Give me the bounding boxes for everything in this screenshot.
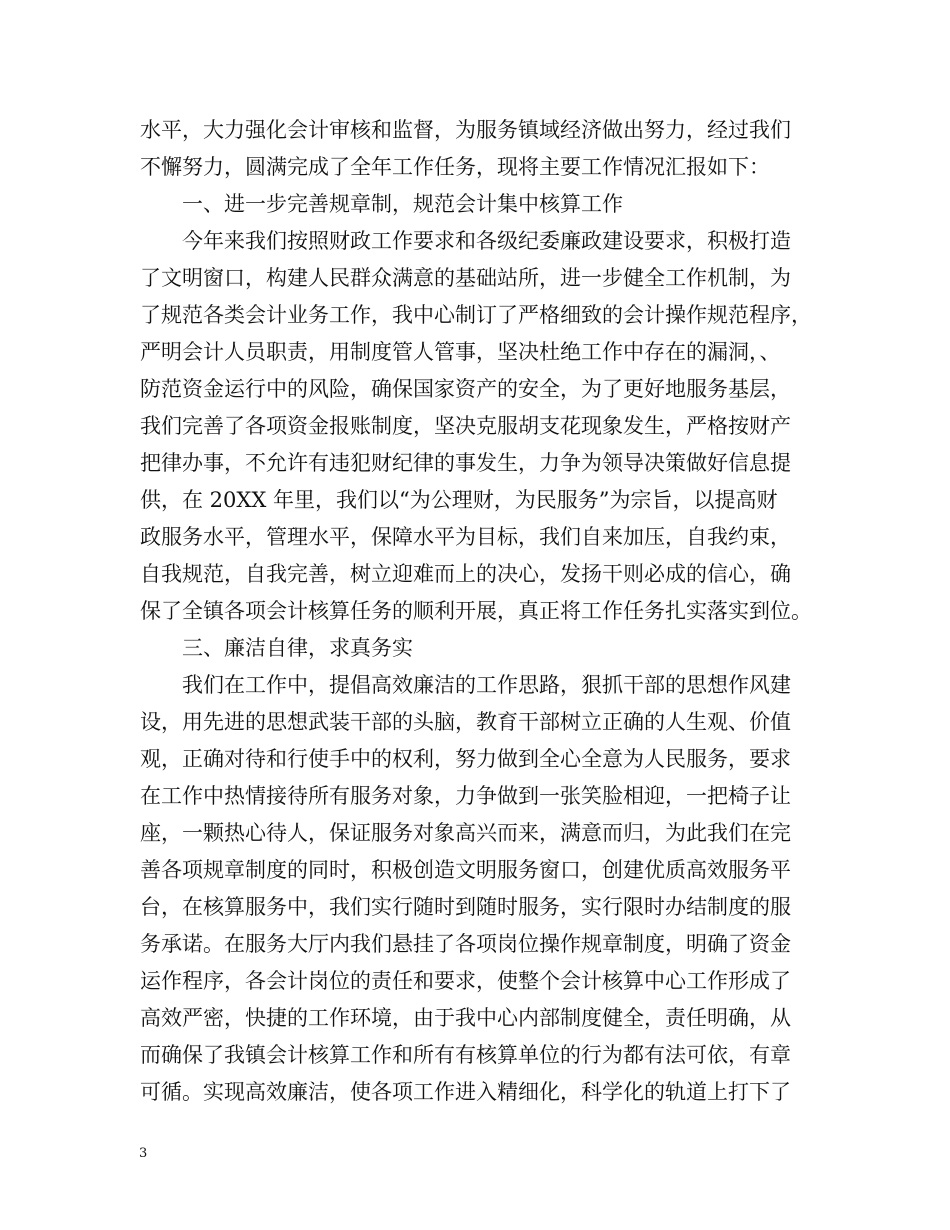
text-line: 高效严密，快捷的工作环境，由于我中心内部制度健全，责任明确，从 (140, 1006, 791, 1030)
page-number: 3 (139, 1146, 148, 1161)
text-line: 我们在工作中，提倡高效廉洁的工作思路，狠抓干部的思想作风建 (182, 673, 791, 697)
text-line: 了规范各类会计业务工作，我中心制订了严格细致的会计操作规范程序， (140, 303, 812, 327)
text-line: 而确保了我镇会计核算工作和所有有核算单位的行为都有法可依，有章 (140, 1043, 791, 1067)
text-line: 不懈努力，圆满完成了全年工作任务，现将主要工作情况汇报如下： (140, 155, 770, 179)
text-line: 自我规范，自我完善，树立迎难而上的决心，发扬干则必成的信心，确 (140, 562, 791, 586)
text-line: 今年来我们按照财政工作要求和各级纪委廉政建设要求，积极打造 (182, 229, 791, 253)
section-heading: 一、进一步完善规章制，规范会计集中核算工作 (182, 192, 623, 216)
text-line: 把律办事，不允许有违犯财纪律的事发生，力争为领导决策做好信息提 (140, 451, 791, 475)
section-heading: 三、廉洁自律，求真务实 (182, 636, 413, 660)
text-line: 务承诺。在服务大厅内我们悬挂了各项岗位操作规章制度，明确了资金 (140, 932, 791, 956)
text-line: 供，在 20XX 年里，我们以“为公理财，为民服务”为宗旨，以提高财 (140, 488, 778, 512)
text-line: 政服务水平，管理水平，保障水平为目标，我们自来加压，自我约束， (140, 525, 791, 549)
text-line: 水平，大力强化会计审核和监督，为服务镇域经济做出努力，经过我们 (140, 118, 791, 142)
text-line: 设，用先进的思想武装干部的头脑，教育干部树立正确的人生观、价值 (140, 710, 791, 734)
text-line: 了文明窗口，构建人民群众满意的基础站所，进一步健全工作机制，为 (140, 266, 791, 290)
text-line: 严明会计人员职责，用制度管人管事，坚决杜绝工作中存在的漏洞，、 (140, 340, 781, 364)
text-line: 我们完善了各项资金报账制度，坚决克服胡支花现象发生，严格按财产 (140, 414, 791, 438)
text-line: 在工作中热情接待所有服务对象，力争做到一张笑脸相迎，一把椅子让 (140, 784, 791, 808)
text-line: 观，正确对待和行使手中的权利，努力做到全心全意为人民服务，要求 (140, 747, 791, 771)
text-line: 可循。实现高效廉洁，使各项工作进入精细化，科学化的轨道上打下了 (140, 1080, 791, 1104)
text-line: 台，在核算服务中，我们实行随时到随时服务，实行限时办结制度的服 (140, 895, 791, 919)
text-line: 防范资金运行中的风险，确保国家资产的安全，为了更好地服务基层， (140, 377, 791, 401)
text-line: 座，一颗热心待人，保证服务对象高兴而来，满意而归，为此我们在完 (140, 821, 791, 845)
text-line: 运作程序，各会计岗位的责任和要求，使整个会计核算中心工作形成了 (140, 969, 791, 993)
text-line: 保了全镇各项会计核算任务的顺利开展，真正将工作任务扎实落实到位。 (140, 599, 812, 623)
text-line: 善各项规章制度的同时，积极创造文明服务窗口，创建优质高效服务平 (140, 858, 791, 882)
